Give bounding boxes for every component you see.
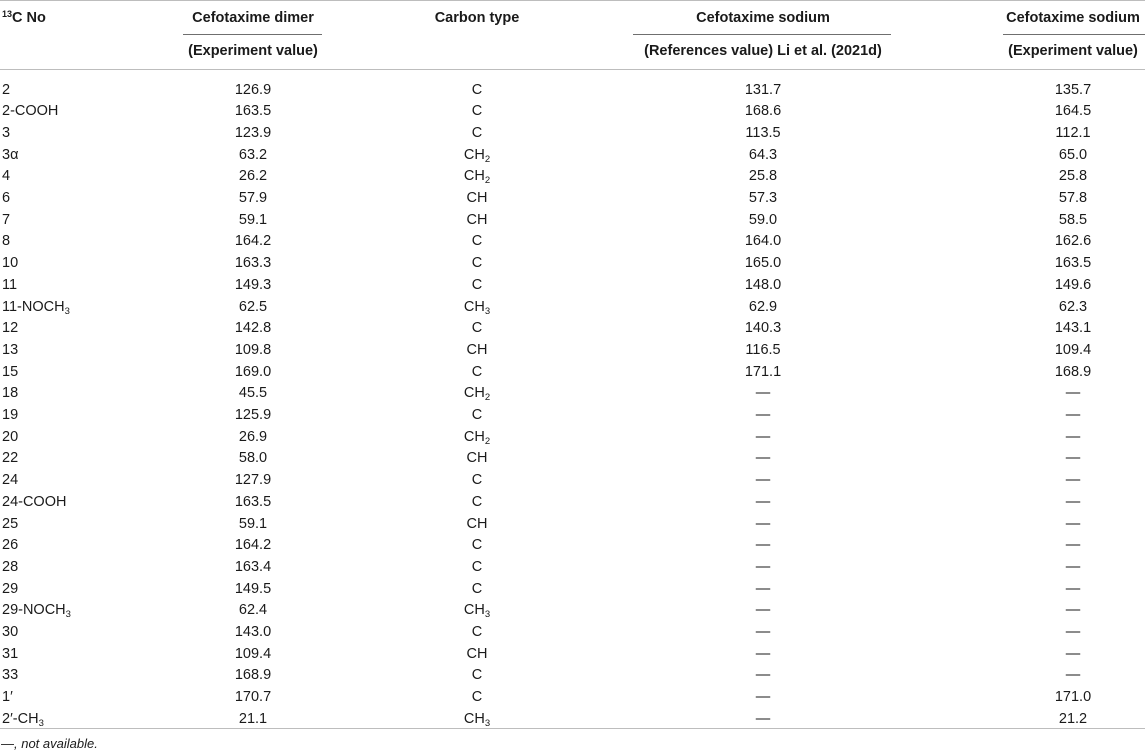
cell-reference-value: 64.3 xyxy=(748,146,778,163)
cell-carbon-number xyxy=(2,253,18,275)
cell-carbon-type xyxy=(472,622,482,644)
carbon-number-text: 11-NOCH xyxy=(2,298,65,315)
carbon-number-text: 10 xyxy=(2,255,19,272)
carbon-type-text: C xyxy=(471,558,483,575)
carbon-type-text: CH xyxy=(463,385,485,402)
cell-reference-value: 62.9 xyxy=(748,298,778,315)
table-row xyxy=(0,600,1145,622)
cell-carbon-type xyxy=(467,448,488,470)
cell-dimer-value: 127.9 xyxy=(234,472,272,489)
cell-reference-value: — xyxy=(755,537,771,554)
table-row xyxy=(0,145,1145,167)
cell-reference-value: — xyxy=(755,515,771,532)
carbon-type-subscript: 2 xyxy=(484,435,491,447)
cell-dimer-value: 21.1 xyxy=(238,710,268,727)
cell-reference-value: — xyxy=(755,710,771,727)
cell-dimer-value: 123.9 xyxy=(234,124,272,141)
cell-experiment-value: 164.5 xyxy=(1054,103,1092,120)
cell-experiment-value: — xyxy=(1065,472,1081,489)
cell-dimer-value: 169.0 xyxy=(234,363,272,380)
table-row xyxy=(0,253,1145,275)
cell-reference-value: 164.0 xyxy=(744,233,782,250)
cell-dimer-value: 62.4 xyxy=(238,602,268,619)
carbon-number-text: 28 xyxy=(2,558,19,575)
header-carbon-type: Carbon type xyxy=(434,10,520,26)
cell-experiment-value: 21.2 xyxy=(1058,710,1088,727)
cell-reference-value: — xyxy=(755,428,771,445)
carbon-type-text: C xyxy=(471,493,483,510)
cell-carbon-number xyxy=(2,231,10,253)
cell-carbon-type xyxy=(472,492,482,514)
cell-experiment-value: — xyxy=(1065,602,1081,619)
header-sup: 13 xyxy=(2,9,13,19)
carbon-number-subscript: 3 xyxy=(64,305,70,317)
cell-experiment-value: 112.1 xyxy=(1055,124,1091,141)
cell-reference-value: 113.5 xyxy=(745,124,781,141)
cell-experiment-value: — xyxy=(1065,407,1081,423)
carbon-number-text: 19 xyxy=(2,407,19,423)
carbon-type-text: CH xyxy=(466,190,488,206)
carbon-number-text: 1′ xyxy=(2,689,13,706)
carbon-number-text: 6 xyxy=(2,190,11,206)
header-ref-rule xyxy=(633,34,891,35)
cell-experiment-value: — xyxy=(1065,515,1081,532)
header-dimer-rule xyxy=(183,34,322,35)
carbon-type-text: CH xyxy=(466,450,488,467)
cell-carbon-number xyxy=(2,470,18,492)
cell-reference-value: — xyxy=(755,407,771,423)
cell-experiment-value: 62.3 xyxy=(1058,298,1088,315)
cell-reference-value: 25.8 xyxy=(748,168,778,185)
table-row xyxy=(0,535,1145,557)
cell-dimer-value: 26.9 xyxy=(238,428,268,445)
cell-carbon-number xyxy=(2,665,18,687)
carbon-number-text: 12 xyxy=(2,320,19,337)
cell-experiment-value: — xyxy=(1065,450,1081,467)
table-row xyxy=(0,362,1145,384)
cell-experiment-value: 162.6 xyxy=(1054,233,1092,250)
cell-dimer-value: 59.1 xyxy=(238,515,268,532)
carbon-type-text: C xyxy=(471,667,483,684)
cell-reference-value: 57.3 xyxy=(748,190,778,206)
carbon-type-subscript: 3 xyxy=(484,305,491,317)
cell-reference-value: — xyxy=(755,493,771,510)
carbon-type-text: CH xyxy=(463,146,485,163)
cell-dimer-value: 163.3 xyxy=(234,255,272,272)
cell-dimer-value: 163.5 xyxy=(234,103,272,120)
cell-carbon-type xyxy=(472,687,482,709)
cell-dimer-value: 163.4 xyxy=(234,558,272,575)
carbon-number-text: 30 xyxy=(2,624,19,640)
cell-carbon-number xyxy=(2,166,10,188)
carbon-number-text: 29-NOCH xyxy=(2,602,66,619)
cell-carbon-type xyxy=(472,362,482,384)
cell-carbon-number xyxy=(2,275,17,297)
header-carbon-number-text: C No xyxy=(12,10,46,26)
cell-carbon-type xyxy=(472,405,482,427)
cell-dimer-value: 109.8 xyxy=(234,341,272,358)
cell-dimer-value: 168.9 xyxy=(234,667,272,684)
cell-carbon-type xyxy=(472,101,482,123)
header-exp-rule xyxy=(1003,34,1145,35)
header-carbon-number xyxy=(2,9,46,26)
cell-carbon-number xyxy=(2,318,18,340)
cell-carbon-number xyxy=(2,427,18,449)
cell-carbon-number xyxy=(2,145,18,167)
carbon-number-text: 3 xyxy=(2,124,11,141)
header-exp-line1: Cefotaxime sodium xyxy=(1006,10,1140,26)
table-row xyxy=(0,101,1145,123)
cell-carbon-type xyxy=(472,579,482,601)
cell-dimer-value: 149.3 xyxy=(234,276,272,293)
carbon-type-subscript: 3 xyxy=(484,717,491,729)
table-row xyxy=(0,622,1145,644)
carbon-number-text: 24-COOH xyxy=(2,493,67,510)
table-row xyxy=(0,470,1145,492)
header-ref-line2: (References value) Li et al. (2021d) xyxy=(644,43,882,59)
cell-carbon-number xyxy=(2,492,66,514)
cell-carbon-type xyxy=(472,665,482,687)
carbon-type-text: C xyxy=(471,472,483,489)
table-row xyxy=(0,166,1145,188)
carbon-type-text: CH xyxy=(466,211,488,228)
cell-carbon-number xyxy=(2,123,10,145)
cell-carbon-number xyxy=(2,687,13,709)
cell-dimer-value: 63.2 xyxy=(238,146,268,163)
cell-reference-value: — xyxy=(755,689,771,706)
cell-carbon-number xyxy=(2,210,10,232)
carbon-number-text: 2 xyxy=(2,81,11,98)
carbon-type-text: C xyxy=(471,233,483,250)
table-top-rule xyxy=(0,0,1145,1)
header-bottom-rule xyxy=(0,69,1145,70)
cell-dimer-value: 58.0 xyxy=(238,450,268,467)
carbon-type-text: C xyxy=(471,255,483,272)
cell-dimer-value: 62.5 xyxy=(238,298,268,315)
carbon-number-subscript: 3 xyxy=(65,609,71,621)
cell-carbon-number xyxy=(2,535,18,557)
carbon-type-text: C xyxy=(471,624,483,640)
cell-reference-value: — xyxy=(755,645,771,662)
carbon-number-text: 11 xyxy=(2,276,18,293)
carbon-type-text: C xyxy=(471,537,483,554)
cell-carbon-number xyxy=(2,514,18,536)
carbon-number-text: 2-COOH xyxy=(2,103,59,120)
table-row xyxy=(0,427,1145,449)
cell-dimer-value: 143.0 xyxy=(234,624,272,640)
table-row xyxy=(0,340,1145,362)
cell-reference-value: 165.0 xyxy=(744,255,782,272)
cell-experiment-value: — xyxy=(1065,428,1081,445)
cell-carbon-number xyxy=(2,80,10,102)
carbon-type-subscript: 2 xyxy=(484,392,491,404)
carbon-type-text: CH xyxy=(463,428,485,445)
cell-dimer-value: 149.5 xyxy=(234,580,272,597)
header-dimer-line2: (Experiment value) xyxy=(188,43,318,59)
table-row xyxy=(0,448,1145,470)
cell-carbon-type xyxy=(464,709,490,735)
carbon-type-subscript: 2 xyxy=(484,175,491,187)
cell-dimer-value: 126.9 xyxy=(234,81,272,98)
cell-experiment-value: 135.7 xyxy=(1054,81,1092,98)
cell-reference-value: — xyxy=(755,580,771,597)
carbon-number-text: 3α xyxy=(2,146,19,163)
table-bottom-rule xyxy=(0,728,1145,729)
cell-carbon-type xyxy=(467,210,488,232)
cell-experiment-value: — xyxy=(1065,667,1081,684)
cell-dimer-value: 164.2 xyxy=(234,233,272,250)
carbon-type-subscript: 3 xyxy=(484,609,491,621)
cell-carbon-type xyxy=(472,470,482,492)
footnote-text: , not available. xyxy=(14,736,98,751)
table-row xyxy=(0,275,1145,297)
table-row xyxy=(0,665,1145,687)
table-row xyxy=(0,80,1145,102)
carbon-type-text: C xyxy=(471,320,483,337)
carbon-number-text: 22 xyxy=(2,450,19,467)
table-row xyxy=(0,514,1145,536)
carbon-number-text: 8 xyxy=(2,233,11,250)
carbon-type-text: CH xyxy=(466,341,488,358)
cell-dimer-value: 164.2 xyxy=(234,537,272,554)
cell-carbon-number xyxy=(2,622,18,644)
table-row xyxy=(0,492,1145,514)
cell-reference-value: — xyxy=(755,450,771,467)
cell-dimer-value: 26.2 xyxy=(238,168,268,185)
cell-reference-value: 116.5 xyxy=(745,341,781,358)
cell-dimer-value: 45.5 xyxy=(238,385,268,402)
carbon-type-text: C xyxy=(471,81,483,98)
cell-experiment-value: 25.8 xyxy=(1058,168,1088,185)
carbon-number-text: 31 xyxy=(2,645,19,662)
carbon-number-text: 13 xyxy=(2,341,19,358)
cell-reference-value: — xyxy=(755,558,771,575)
cell-dimer-value: 142.8 xyxy=(234,320,272,337)
cell-reference-value: 168.6 xyxy=(744,103,782,120)
cell-reference-value: 131.7 xyxy=(744,81,782,98)
cell-experiment-value: 57.8 xyxy=(1058,190,1088,206)
carbon-type-text: CH xyxy=(463,710,485,727)
carbon-type-text: C xyxy=(471,124,483,141)
cell-experiment-value: 109.4 xyxy=(1054,341,1092,358)
carbon-number-text: 26 xyxy=(2,537,19,554)
table-row xyxy=(0,644,1145,666)
cell-carbon-type xyxy=(467,644,488,666)
cell-experiment-value: 163.5 xyxy=(1054,255,1092,272)
carbon-type-text: CH xyxy=(463,168,485,185)
table-row xyxy=(0,383,1145,405)
cell-experiment-value: — xyxy=(1065,537,1081,554)
cell-carbon-type xyxy=(467,514,488,536)
table-row xyxy=(0,557,1145,579)
cell-dimer-value: 59.1 xyxy=(238,211,268,228)
carbon-number-text: 18 xyxy=(2,385,19,402)
cell-dimer-value: 109.4 xyxy=(234,645,272,662)
cell-carbon-type xyxy=(467,188,488,210)
cell-experiment-value: — xyxy=(1065,493,1081,510)
cell-reference-value: — xyxy=(755,667,771,684)
carbon-number-text: 15 xyxy=(2,363,19,380)
cell-dimer-value: 57.9 xyxy=(238,190,268,206)
cell-dimer-value: 163.5 xyxy=(234,493,272,510)
carbon-number-text: 20 xyxy=(2,428,19,445)
table-row xyxy=(0,405,1145,427)
carbon-type-text: CH xyxy=(463,602,485,619)
cell-carbon-number xyxy=(2,383,18,405)
table-row xyxy=(0,297,1145,319)
header-dimer-line1: Cefotaxime dimer xyxy=(192,10,314,26)
cell-carbon-number xyxy=(2,362,18,384)
carbon-number-text: 7 xyxy=(2,211,11,228)
cell-experiment-value: 168.9 xyxy=(1054,363,1092,380)
carbon-type-text: C xyxy=(471,103,483,120)
carbon-type-text: CH xyxy=(466,645,488,662)
cell-carbon-type xyxy=(472,557,482,579)
carbon-number-text: 24 xyxy=(2,472,19,489)
carbon-type-subscript: 2 xyxy=(484,153,491,165)
cell-carbon-type xyxy=(467,340,488,362)
cell-carbon-number xyxy=(2,579,18,601)
table-row xyxy=(0,318,1145,340)
table-footnote xyxy=(1,736,98,751)
cell-reference-value: 59.0 xyxy=(748,211,778,228)
cell-carbon-type xyxy=(472,253,482,275)
table-row xyxy=(0,579,1145,601)
cell-carbon-number xyxy=(2,644,18,666)
cell-carbon-type xyxy=(472,275,482,297)
carbon-type-text: CH xyxy=(463,298,485,315)
carbon-number-text: 29 xyxy=(2,580,19,597)
cell-experiment-value: — xyxy=(1065,624,1081,640)
carbon-number-text: 4 xyxy=(2,168,11,185)
cell-reference-value: — xyxy=(755,624,771,640)
cell-carbon-number xyxy=(2,101,58,123)
cell-reference-value: — xyxy=(755,472,771,489)
cell-experiment-value: — xyxy=(1065,580,1081,597)
cell-carbon-number xyxy=(2,448,18,470)
cell-experiment-value: — xyxy=(1065,385,1081,402)
table-row xyxy=(0,231,1145,253)
cell-experiment-value: 149.6 xyxy=(1054,276,1092,293)
cell-carbon-number xyxy=(2,557,18,579)
carbon-type-text: C xyxy=(471,363,483,380)
header-ref-line1: Cefotaxime sodium xyxy=(696,10,830,26)
table-row xyxy=(0,188,1145,210)
cell-experiment-value: 143.1 xyxy=(1054,320,1092,337)
cell-reference-value: 148.0 xyxy=(744,276,782,293)
cell-dimer-value: 125.9 xyxy=(234,407,272,423)
carbon-number-subscript: 3 xyxy=(38,717,44,729)
cell-experiment-value: — xyxy=(1065,558,1081,575)
cell-experiment-value: 65.0 xyxy=(1058,146,1088,163)
cell-carbon-type xyxy=(472,123,482,145)
cell-dimer-value: 170.7 xyxy=(234,689,272,706)
cell-carbon-number xyxy=(2,340,18,362)
cell-reference-value: — xyxy=(755,385,771,402)
cell-reference-value: 171.1 xyxy=(744,363,782,380)
cell-carbon-type xyxy=(472,80,482,102)
cell-experiment-value: 171.0 xyxy=(1054,689,1092,706)
carbon-type-text: CH xyxy=(466,515,488,532)
cell-carbon-type xyxy=(472,231,482,253)
cell-carbon-number xyxy=(2,709,44,735)
cell-carbon-number xyxy=(2,188,10,210)
carbon-number-text: 33 xyxy=(2,667,19,684)
cell-carbon-type xyxy=(472,535,482,557)
cell-experiment-value: — xyxy=(1065,645,1081,662)
carbon-type-text: C xyxy=(471,407,483,423)
carbon-type-text: C xyxy=(471,580,483,597)
cell-carbon-type xyxy=(472,318,482,340)
footnote-dash: — xyxy=(1,736,14,751)
carbon-number-text: 2′-CH xyxy=(2,710,39,727)
table-row xyxy=(0,123,1145,145)
cell-reference-value: — xyxy=(755,602,771,619)
cell-carbon-number xyxy=(2,405,18,427)
table-row xyxy=(0,210,1145,232)
header-exp-line2: (Experiment value) xyxy=(1008,43,1138,59)
table-row xyxy=(0,687,1145,709)
cell-experiment-value: 58.5 xyxy=(1058,211,1088,228)
carbon-number-text: 25 xyxy=(2,515,19,532)
carbon-type-text: C xyxy=(471,689,483,706)
carbon-type-text: C xyxy=(471,276,483,293)
cell-reference-value: 140.3 xyxy=(744,320,782,337)
